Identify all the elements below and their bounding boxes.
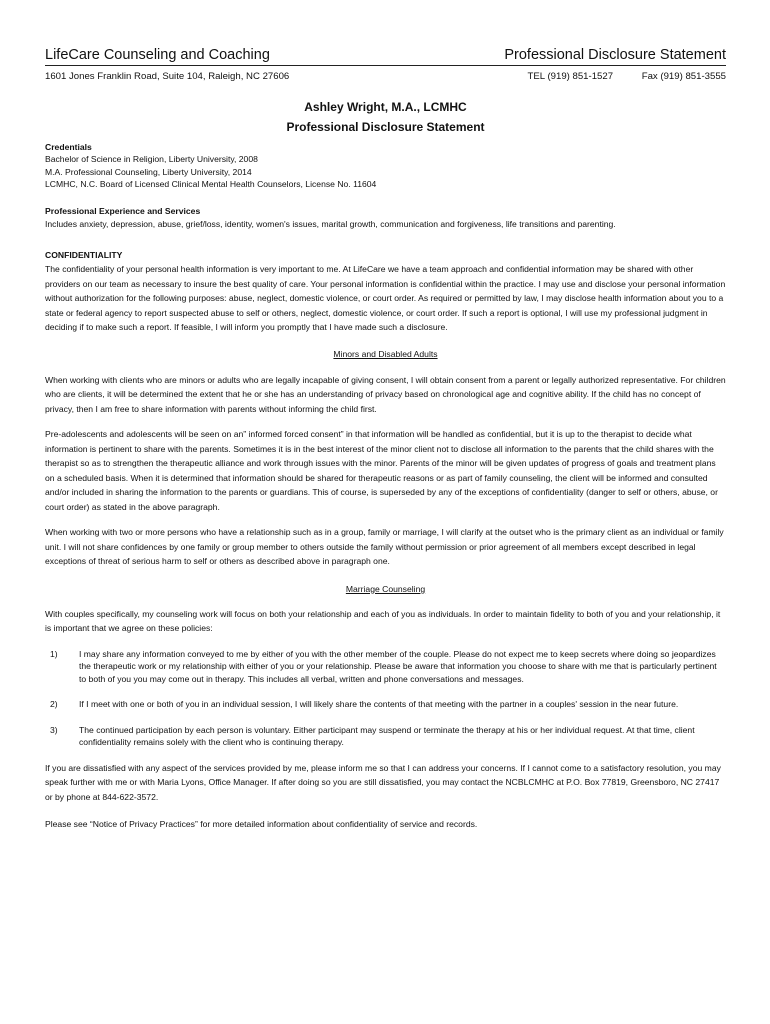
credential-item: LCMHC, N.C. Board of Licensed Clinical Mental Health Counselors, License No. 11604	[45, 179, 377, 190]
policy-item	[45, 648, 726, 686]
experience-text: Includes anxiety, depression, abuse, grief/loss, identity, women's issues, marital growth, communication and forgiveness, life transitions and parenting.	[45, 218, 616, 229]
phone-numbers	[528, 71, 726, 82]
address: 1601 Jones Franklin Road, Suite 104, Raleigh, NC 27606	[45, 71, 290, 82]
policy-number: 1)	[50, 648, 58, 659]
policy-item	[45, 724, 726, 749]
policy-text: If I meet with one or both of you in an individual session, I will likely share the contents of that meeting with the partner in a couples' session in the near future.	[79, 699, 679, 710]
header-rule	[45, 65, 726, 66]
credential-item: Bachelor of Science in Religion, Liberty University, 2008	[45, 154, 258, 164]
privacy-note: Please see “Notice of Privacy Practices” for more detailed information about confidentiality of service and records.	[45, 819, 478, 830]
counselor-name: Ashley Wright, M.A., LCMHC	[304, 100, 467, 114]
fax: Fax (919) 851-3555	[641, 71, 726, 82]
confidentiality-text: The confidentiality of your personal health information is very important to me. At LifeCare we have a team approach and confidential information may be shared with other providers on our team as necessary to insure the best quality of care. Your personal information is confidential within the practice. I may use and disclose your personal information without authorization for the following purposes: abuse, neglect, domestic violence, or court order. As required or permitted by law, I may disclose health information about you to a state or federal agency to report suspected abuse to self or others, neglect, domestic violence, or court order. If such a report is optional, I will use my professional judgment in deciding if to make such a report. If feasible, I will inform you promptly that I have made such a disclosure.	[45, 264, 726, 333]
policy-number: 2)	[50, 699, 58, 710]
experience-heading: Professional Experience and Services	[45, 205, 201, 216]
org-name: LifeCare Counseling and Coaching	[45, 47, 270, 63]
dissatisfied-paragraph: If you are dissatisfied with any aspect of the services provided by me, please inform me so that I can address your concerns. If I cannot come to a satisfactory resolution, you may speak further with me or with Maria Lyons, Office Manager. If after doing so you are still dissatisfied, you may contact the NCBLCMHC at P.O. Box 77819, Greensboro, NC 27417 or by phone at 844-622-3572.	[45, 762, 721, 802]
credentials-heading: Credentials	[45, 142, 92, 152]
credential-item: M.A. Professional Counseling, Liberty University, 2014	[45, 166, 252, 177]
policy-number: 3)	[50, 724, 58, 735]
tel: TEL (919) 851-1527	[527, 71, 614, 82]
confidentiality-heading: CONFIDENTIALITY	[45, 250, 123, 261]
marriage-intro: With couples specifically, my counseling work will focus on both your relationship and each of you as individuals. In order to maintain fidelity to both of you and your relationship, it is important that we agree on these policies:	[45, 608, 721, 634]
doc-type: Professional Disclosure Statement	[504, 47, 726, 63]
policy-text: I may share any information conveyed to me by either of you with the other member of the couple. Please do not expect me to keep secrets where doing so jeopardizes the therapeutic work or my relationship with either of you or your relationship. Please be aware that information you choose to share with me that is particularly pertinent to both of you you may come out in therapy. This includes all verbal, written and phone conversations and messages.	[79, 648, 717, 684]
letterhead	[45, 46, 726, 64]
policy-list	[45, 648, 726, 749]
contact-row	[45, 71, 726, 82]
minors-heading: Minors and Disabled Adults	[333, 348, 438, 359]
credentials-list	[45, 153, 726, 191]
minors-paragraph-2: Pre-adolescents and adolescents will be seen on an” informed forced consent” in that information will be handled as confidential, but it is up to the therapist to decide what information is pertinent to share with the parents. Sometimes it is in the best interest of the minor client not to disclose all information to the parents that the child shares with the therapist so as to strengthen the therapeutic alliance and work through issues with the minor. Parents of the minor will be given updates of progress of goals and treatment plans on a scheduled basis. When it is determined that information should be shared for therapeutic reasons or as part of family counseling, the client will be informed and consulted and/or included in sharing the information to the parents or guardians. This of course, is superseded by any of the exceptions of confidentiality (danger to self or others, abuse, or court order) as stated in the above paragraph.	[45, 429, 718, 512]
minors-paragraph-3: When working with two or more persons who have a relationship such as in a group, family or marriage, I will clarify at the outset who is the primary client as an individual or family unit. I will not share confidences by one family or group member to others outside the family without permission or prior agreement of all members except described in legal exceptions of threat of serious harm to self or others as described above in paragraph one.	[45, 527, 724, 567]
policy-text: The continued participation by each person is voluntary. Either participant may suspend or terminate the therapy at his or her individual request. At that time, client confidentiality remains solely with the client who is continuing therapy.	[79, 724, 695, 748]
policy-item	[45, 698, 726, 711]
minors-paragraph-1: When working with clients who are minors or adults who are legally incapable of giving consent, I will obtain consent from a parent or legally authorized representative. For children who are clients, it will be determined the extent that he or she has an understanding of privacy based on chronological age and cognitive ability. If the child has no concept of privacy, then I am free to share information with parents without informing the child first.	[45, 374, 726, 414]
statement-title: Professional Disclosure Statement	[286, 120, 485, 134]
marriage-heading: Marriage Counseling	[345, 583, 426, 594]
